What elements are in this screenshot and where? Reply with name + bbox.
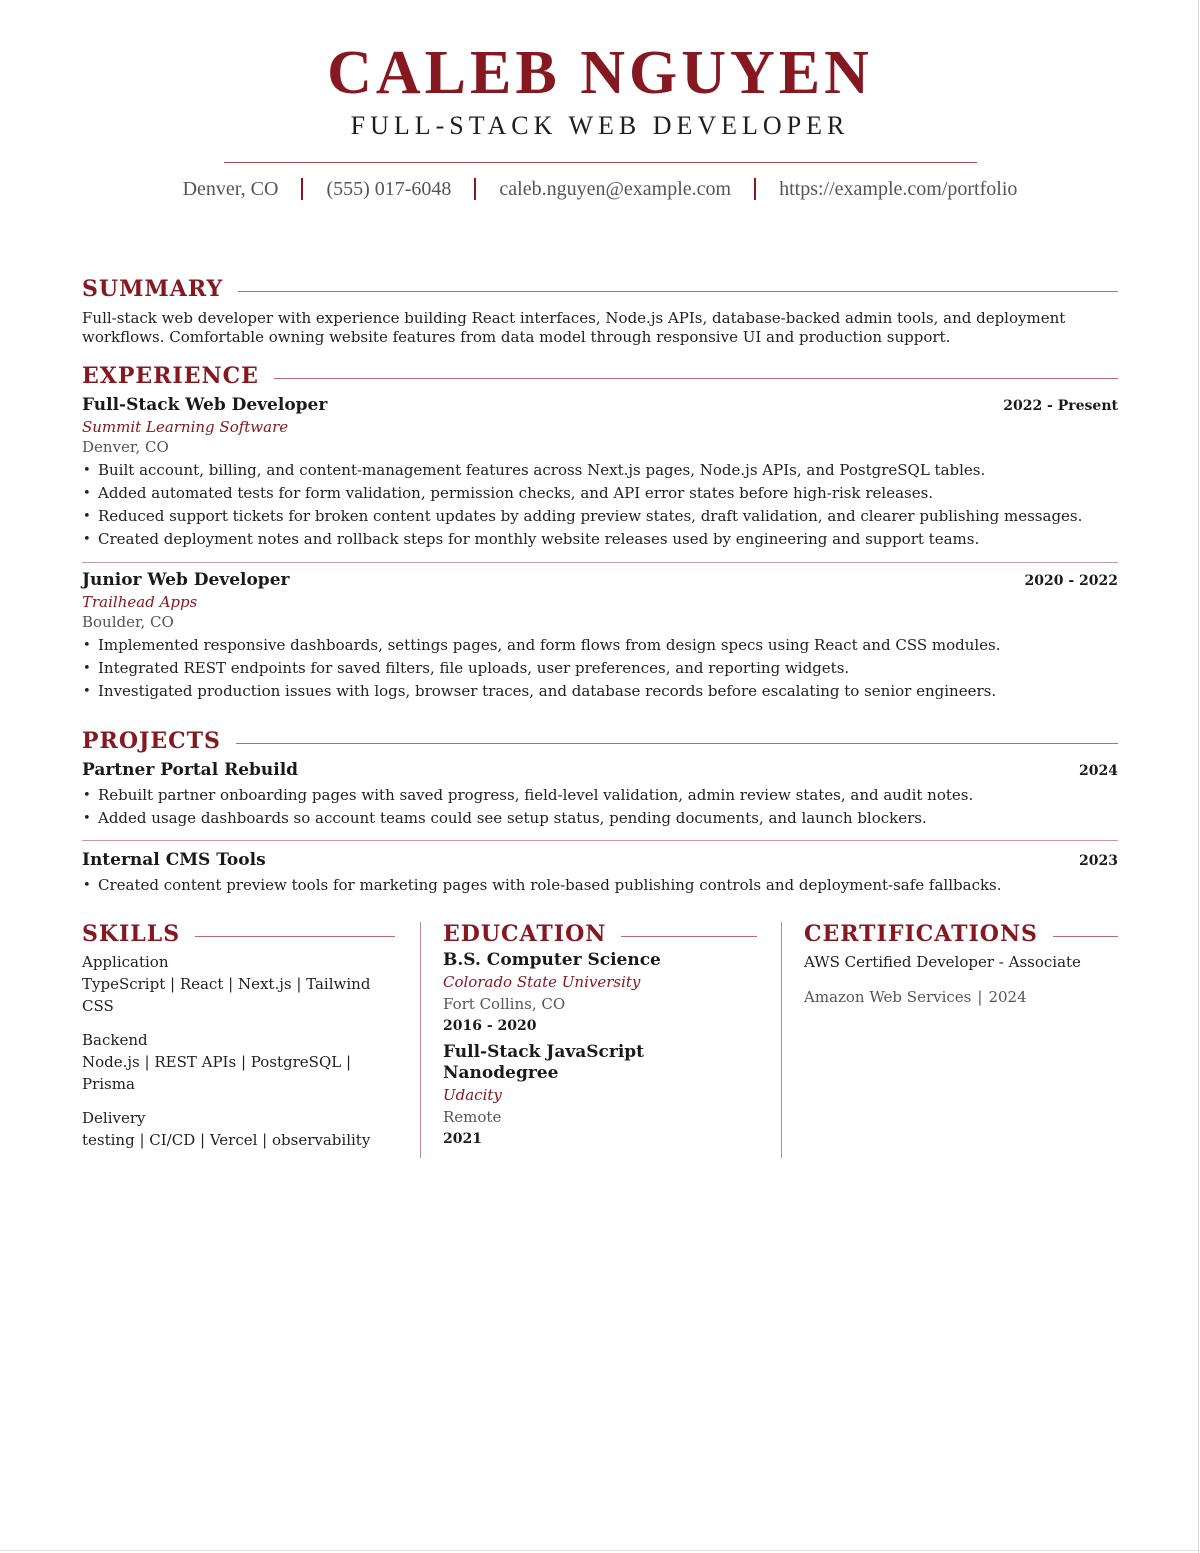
project-entry bbox=[82, 849, 1118, 897]
education-degree bbox=[443, 1042, 757, 1084]
skill-group-label: Delivery bbox=[82, 1109, 146, 1127]
bullet-item: • Investigated production issues with logs, browser traces, and database records before escalating to senior engineers. bbox=[82, 680, 1118, 703]
experience-section-header bbox=[82, 362, 1118, 390]
bullet-item: • Built account, billing, and content-management features across Next.js pages, Node.js APIs, and PostgreSQL tables. bbox=[82, 459, 1118, 482]
project-year: 2024 bbox=[1079, 763, 1118, 779]
bullet-item: • Integrated REST endpoints for saved filters, file uploads, user preferences, and reporting widgets. bbox=[82, 657, 1118, 680]
column-divider bbox=[781, 922, 782, 1158]
education-location: Fort Collins, CO bbox=[443, 995, 566, 1013]
summary-section-header bbox=[82, 275, 1118, 303]
bullet-item: • Added usage dashboards so account teams could see setup status, pending documents, and launch blockers. bbox=[82, 807, 1118, 830]
education-school: Udacity bbox=[443, 1086, 502, 1104]
section-rule bbox=[238, 291, 1118, 292]
section-title-education: EDUCATION bbox=[443, 921, 607, 947]
job-dates: 2022 - Present bbox=[1003, 398, 1118, 414]
job-company: Trailhead Apps bbox=[82, 593, 198, 611]
skills-column bbox=[82, 920, 395, 1151]
section-title-projects: PROJECTS bbox=[82, 728, 221, 754]
contact-website[interactable]: https://example.com/portfolio bbox=[779, 178, 1018, 200]
bullet-item: • Created deployment notes and rollback steps for monthly website releases used by engineering and support teams. bbox=[82, 528, 1118, 551]
education-entry bbox=[443, 1042, 757, 1150]
section-rule bbox=[236, 743, 1118, 744]
project-name: Partner Portal Rebuild bbox=[82, 760, 299, 780]
education-degree-line: Nanodegree bbox=[443, 1063, 559, 1083]
education-entry bbox=[443, 950, 757, 1037]
education-dates: 2021 bbox=[443, 1131, 482, 1147]
section-rule bbox=[621, 936, 757, 937]
entry-divider bbox=[82, 562, 1118, 563]
certification-separator: | bbox=[977, 988, 983, 1006]
education-degree-line: Full-Stack JavaScript bbox=[443, 1042, 645, 1062]
certifications-column bbox=[804, 920, 1118, 1008]
resume-header bbox=[0, 38, 1200, 163]
contact-phone[interactable]: (555) 017-6048 bbox=[326, 178, 452, 200]
entry-divider bbox=[82, 840, 1118, 841]
bullet-item: • Created content preview tools for marketing pages with role-based publishing controls and deployment-safe fallbacks. bbox=[82, 874, 1118, 897]
contact-separator bbox=[754, 178, 756, 200]
section-rule bbox=[274, 378, 1118, 379]
experience-entry bbox=[82, 394, 1118, 551]
certification-issuer: Amazon Web Services bbox=[804, 988, 972, 1006]
bullet-item: • Reduced support tickets for broken content updates by adding preview states, draft validation, and clearer publishing messages. bbox=[82, 505, 1118, 528]
project-year: 2023 bbox=[1079, 853, 1118, 869]
job-location: Boulder, CO bbox=[82, 613, 174, 631]
job-bullets bbox=[82, 634, 1118, 703]
header-divider bbox=[224, 162, 977, 163]
section-title-certifications: CERTIFICATIONS bbox=[804, 921, 1038, 947]
education-column bbox=[443, 920, 757, 1150]
page-edge bbox=[0, 1550, 1200, 1551]
job-title: Full-Stack Web Developer bbox=[82, 395, 328, 415]
skill-group bbox=[82, 951, 395, 1017]
contact-location: Denver, CO bbox=[182, 178, 279, 200]
certification-year: 2024 bbox=[988, 988, 1027, 1006]
skill-group-items: TypeScript | React | Next.js | Tailwind CSS bbox=[82, 975, 371, 1015]
projects-section-header bbox=[82, 727, 1118, 755]
contact-separator bbox=[474, 178, 476, 200]
project-bullets bbox=[82, 874, 1118, 897]
candidate-headline: FULL-STACK WEB DEVELOPER bbox=[350, 111, 850, 140]
skill-group bbox=[82, 1029, 395, 1095]
job-location: Denver, CO bbox=[82, 438, 169, 456]
education-section-header bbox=[443, 920, 757, 948]
section-title-experience: EXPERIENCE bbox=[82, 363, 259, 389]
section-rule bbox=[195, 936, 395, 937]
project-entry bbox=[82, 759, 1118, 830]
skill-group-label: Application bbox=[82, 953, 169, 971]
project-bullets bbox=[82, 784, 1118, 830]
education-location: Remote bbox=[443, 1108, 502, 1126]
summary-text: Full-stack web developer with experience building React interfaces, Node.js APIs, database-backed admin tools, and deployment workflows. Comfortable owning website features from data model through responsive UI and production support. bbox=[82, 309, 1066, 346]
bullet-item: • Rebuilt partner onboarding pages with saved progress, field-level validation, admin review states, and audit notes. bbox=[82, 784, 1118, 807]
skill-group-items: testing | CI/CD | Vercel | observability bbox=[82, 1131, 371, 1149]
certification-meta bbox=[804, 986, 1118, 1008]
bullet-item: • Implemented responsive dashboards, settings pages, and form flows from design specs using React and CSS modules. bbox=[82, 634, 1118, 657]
contact-email[interactable]: caleb.nguyen@example.com bbox=[499, 178, 732, 200]
certification-name: AWS Certified Developer - Associate bbox=[804, 953, 1081, 971]
certifications-section-header bbox=[804, 920, 1118, 948]
skill-group-label: Backend bbox=[82, 1031, 148, 1049]
column-divider bbox=[420, 922, 421, 1158]
page-edge bbox=[1198, 0, 1199, 1553]
job-bullets bbox=[82, 459, 1118, 551]
candidate-name: CALEB NGUYEN bbox=[327, 39, 873, 107]
bullet-item: • Added automated tests for form validation, permission checks, and API error states before high-risk releases. bbox=[82, 482, 1118, 505]
certification-entry bbox=[804, 951, 1118, 1008]
education-school: Colorado State University bbox=[443, 973, 641, 991]
contact-bar bbox=[0, 176, 1200, 202]
job-dates: 2020 - 2022 bbox=[1024, 573, 1118, 589]
job-company: Summit Learning Software bbox=[82, 418, 289, 436]
section-title-summary: SUMMARY bbox=[82, 276, 224, 302]
education-dates: 2016 - 2020 bbox=[443, 1018, 537, 1034]
section-title-skills: SKILLS bbox=[82, 921, 181, 947]
skill-group-items: Node.js | REST APIs | PostgreSQL | Prisma bbox=[82, 1053, 352, 1093]
skill-group bbox=[82, 1107, 395, 1151]
skills-section-header bbox=[82, 920, 395, 948]
contact-separator bbox=[301, 178, 303, 200]
education-degree: B.S. Computer Science bbox=[443, 950, 661, 970]
project-name: Internal CMS Tools bbox=[82, 850, 266, 870]
experience-entry bbox=[82, 569, 1118, 703]
job-title: Junior Web Developer bbox=[82, 570, 290, 590]
section-rule bbox=[1053, 936, 1118, 937]
